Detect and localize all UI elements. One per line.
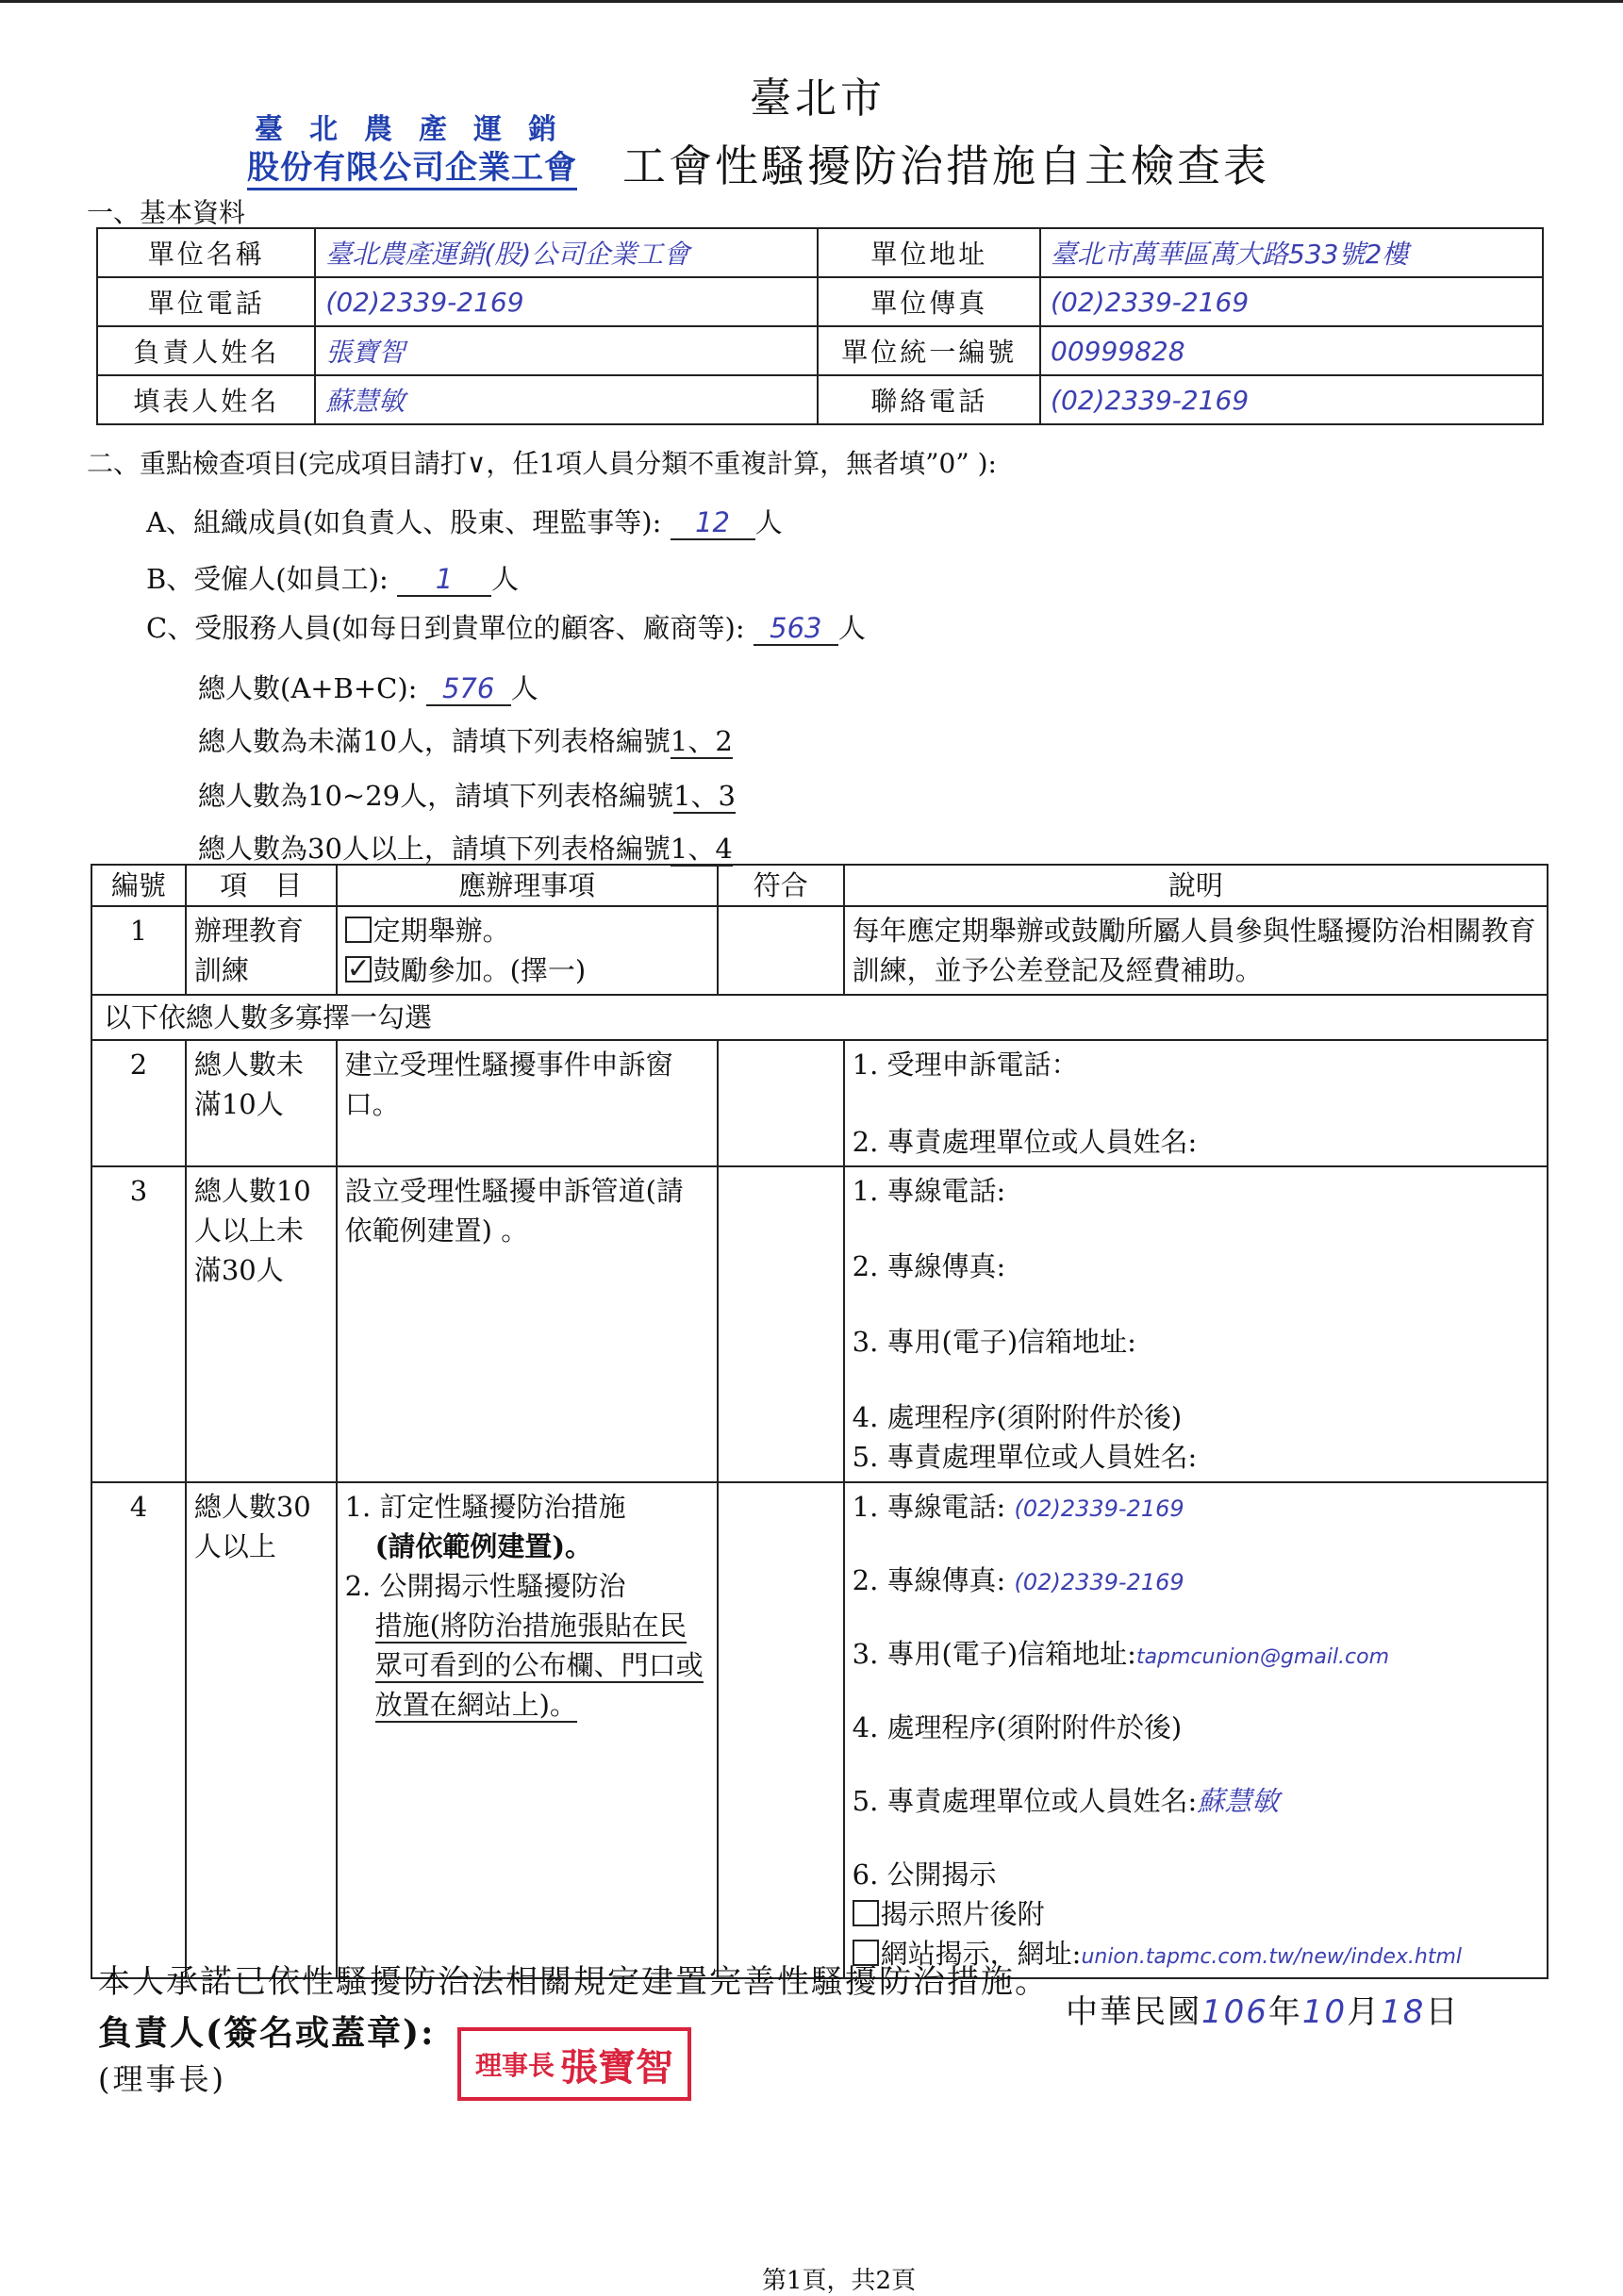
item-c (146, 607, 866, 646)
field-filler-name[interactable]: 蘇慧敏 (315, 375, 818, 424)
table-row (91, 1040, 1548, 1166)
row4-desc-5 (853, 1781, 1539, 1821)
label-head-name: 負責人姓名 (97, 326, 315, 375)
row4-no: 4 (91, 1482, 186, 1978)
option-regular-label: 定期舉辦。 (373, 915, 510, 948)
checkbox-encourage[interactable] (345, 956, 372, 983)
row4-desc-3-label: 3. 專用(電子)信箱地址: (852, 1637, 1136, 1670)
row4-todo-2b-text: 措施(將防治措施張貼在民眾可看到的公布欄、門口或放置在網站上)。 (374, 1609, 704, 1721)
seal-name: 張寶智 (560, 2044, 673, 2090)
option-regular[interactable] (345, 911, 709, 950)
option-photo-label: 揭示照片後附 (880, 1897, 1045, 1930)
row1-item: 辦理教育訓練 (186, 906, 337, 995)
option-photo[interactable] (853, 1894, 1539, 1934)
divider-note: 以下依總人數多寡擇一勾選 (91, 995, 1548, 1040)
row4-desc-2-label: 2. 專線傳真: (852, 1563, 1006, 1596)
item-b-unit: 人 (490, 563, 519, 595)
label-tax-id: 單位統一編號 (818, 326, 1040, 375)
union-stamp-line2: 股份有限公司企業工會 (247, 141, 577, 190)
header-match: 符合 (718, 865, 844, 906)
row1-todo (337, 906, 718, 995)
rule-30-plus (198, 828, 733, 867)
item-total (198, 668, 538, 706)
label-contact-phone: 聯絡電話 (818, 375, 1040, 424)
rule-under-10 (198, 720, 733, 759)
row1-desc: 每年應定期舉辦或鼓勵所屬人員參與性騷擾防治相關教育訓練，並予公差登記及經費補助。 (844, 906, 1548, 995)
row3-no: 3 (91, 1166, 186, 1481)
row2-desc-1: 1. 受理申訴電話： (852, 1049, 1079, 1082)
rule-10-29 (198, 775, 736, 814)
date-year-unit: 年 (1267, 1993, 1302, 2031)
date-day-unit: 日 (1425, 1993, 1460, 2031)
item-b (146, 558, 519, 597)
row4-desc-5-label: 5. 專責處理單位或人員姓名: (852, 1784, 1198, 1817)
field-tax-id[interactable]: 00999828 (1040, 326, 1543, 375)
row3-desc-4: 4. 處理程序(須附附件於後) (852, 1401, 1183, 1434)
row2-item: 總人數未滿10人 (186, 1040, 337, 1166)
table-row (91, 1482, 1548, 1978)
website-url-value[interactable]: union.tapmc.com.tw/new/index.html (1081, 1944, 1462, 1969)
label-unit-address: 單位地址 (818, 228, 1040, 277)
date-day[interactable]: 18 (1381, 1993, 1426, 2031)
item-total-value[interactable]: 576 (426, 672, 511, 706)
header-desc: 說明 (844, 865, 1548, 906)
page-number: 第1頁，共2頁 (762, 2267, 917, 2295)
row4-desc-6: 6. 公開揭示 (852, 1858, 997, 1891)
date-prefix: 中華民國 (1066, 1993, 1201, 2031)
row1-no: 1 (91, 906, 186, 995)
item-a-value[interactable]: 12 (671, 506, 755, 540)
section1-heading: 一、基本資料 (87, 197, 246, 228)
header-todo: 應辦理事項 (337, 865, 718, 906)
row4-match[interactable] (718, 1482, 844, 1978)
row2-no: 2 (91, 1040, 186, 1166)
row4-desc-4: 4. 處理程序(須附附件於後) (852, 1710, 1183, 1743)
label-unit-name: 單位名稱 (97, 228, 315, 277)
field-unit-address[interactable]: 臺北市萬華區萬大路533號2樓 (1040, 228, 1543, 277)
row2-match[interactable] (718, 1040, 844, 1166)
date-month-unit: 月 (1347, 1993, 1382, 2031)
row3-desc-5: 5. 專責處理單位或人員姓名: (852, 1441, 1198, 1474)
row3-item: 總人數10人以上未滿30人 (186, 1166, 337, 1481)
row3-todo: 設立受理性騷擾申訴管道(請依範例建置) 。 (337, 1166, 718, 1481)
row4-desc-3 (853, 1634, 1539, 1674)
item-c-label: C、受服務人員(如每日到貴單位的顧客、廠商等): (146, 612, 745, 644)
row4-todo-2: 2. 公開揭示性騷擾防治 (344, 1569, 626, 1602)
row4-desc (844, 1482, 1548, 1978)
row3-desc-3: 3. 專用(電子)信箱地址: (852, 1326, 1136, 1359)
seal-title: 理事長 (474, 2050, 555, 2081)
date-year[interactable]: 106 (1201, 1993, 1268, 2031)
row2-desc-2: 2. 專責處理單位或人員姓名: (852, 1126, 1198, 1159)
rule-10-29-text: 總人數為10~29人，請填下列表格編號 (198, 780, 674, 812)
basic-info-table (96, 227, 1544, 425)
checkbox-photo[interactable] (853, 1900, 879, 1926)
item-c-value[interactable]: 563 (754, 612, 838, 646)
row4-desc-1-label: 1. 專線電話: (852, 1490, 1006, 1523)
item-b-value[interactable]: 1 (397, 563, 491, 597)
row3-desc-1: 1. 專線電話: (852, 1175, 1006, 1208)
label-unit-phone: 單位電話 (97, 277, 315, 326)
row4-todo-1: 1. 訂定性騷擾防治措施 (344, 1490, 626, 1523)
row3-match[interactable] (718, 1166, 844, 1481)
chairman-seal (457, 2027, 691, 2101)
field-unit-phone[interactable]: (02)2339-2169 (315, 277, 818, 326)
checkbox-regular[interactable] (345, 917, 372, 943)
row4-desc-3-value[interactable]: tapmcunion@gmail.com (1135, 1644, 1390, 1669)
rule-30-plus-code: 1、4 (670, 833, 733, 865)
row4-todo-2b (345, 1606, 709, 1725)
row2-desc (844, 1040, 1548, 1166)
row4-desc-5-value[interactable]: 蘇慧敏 (1197, 1784, 1280, 1817)
field-unit-fax[interactable]: (02)2339-2169 (1040, 277, 1543, 326)
table-row (91, 1166, 1548, 1481)
rule-under-10-code: 1、2 (670, 725, 733, 757)
field-contact-phone[interactable]: (02)2339-2169 (1040, 375, 1543, 424)
top-border (0, 0, 1623, 3)
table-row (91, 906, 1548, 995)
form-title: 工會性騷擾防治措施自主檢查表 (622, 140, 1269, 191)
field-head-name[interactable]: 張寶智 (315, 326, 818, 375)
union-stamp-line1: 臺北農產運銷 (255, 113, 583, 146)
item-a-label: A、組織成員(如負責人、股東、理監事等): (146, 506, 662, 538)
option-encourage[interactable] (345, 950, 709, 990)
date-month[interactable]: 10 (1301, 1993, 1348, 2031)
row4-desc-2 (853, 1561, 1539, 1600)
item-c-unit: 人 (837, 612, 866, 644)
row4-desc-2-value[interactable]: (02)2339-2169 (1014, 1568, 1184, 1595)
signer-label: 負責人(簽名或蓋章): (98, 2013, 436, 2053)
pledge-text: 本人承諾已依性騷擾防治法相關規定建置完善性騷擾防治措施。 (98, 1963, 1049, 2001)
item-a (146, 502, 783, 540)
label-unit-fax: 單位傳真 (818, 277, 1040, 326)
row4-todo-1b: (請依範例建置)。 (374, 1529, 593, 1562)
row4-desc-1 (853, 1487, 1539, 1527)
header-no: 編號 (91, 865, 186, 906)
item-b-label: B、受僱人(如員工): (146, 563, 389, 595)
rule-30-plus-text: 總人數為30人以上，請填下列表格編號 (198, 833, 671, 865)
row4-item: 總人數30人以上 (186, 1482, 337, 1978)
option-encourage-label: 鼓勵參加。(擇一) (373, 954, 587, 987)
row4-desc-1-value[interactable]: (02)2339-2169 (1014, 1495, 1184, 1522)
item-a-unit: 人 (754, 506, 783, 538)
option-website-label: 網站揭示，網址: (880, 1937, 1082, 1970)
signer-role: (理事長) (98, 2061, 226, 2097)
item-total-unit: 人 (510, 672, 538, 704)
rule-under-10-text: 總人數為未滿10人，請填下列表格編號 (198, 725, 671, 757)
rule-10-29-code: 1、3 (673, 780, 737, 812)
checklist-table (91, 864, 1548, 1979)
field-unit-name[interactable]: 臺北農產運銷(股)公司企業工會 (315, 228, 818, 277)
row3-desc (844, 1166, 1548, 1481)
city-title: 臺北市 (750, 74, 886, 123)
row2-todo: 建立受理性騷擾事件申訴窗口。 (337, 1040, 718, 1166)
header-item: 項 目 (186, 865, 337, 906)
item-total-label: 總人數(A+B+C): (198, 672, 418, 704)
section2-heading: 二、重點檢查項目(完成項目請打∨，任1項人員分類不重複計算，無者填”0” ): (87, 448, 997, 479)
row4-todo (337, 1482, 718, 1978)
label-filler-name: 填表人姓名 (97, 375, 315, 424)
row3-desc-2: 2. 專線傳真: (852, 1250, 1006, 1283)
sign-date (1066, 1986, 1459, 2032)
row1-match[interactable] (718, 906, 844, 995)
